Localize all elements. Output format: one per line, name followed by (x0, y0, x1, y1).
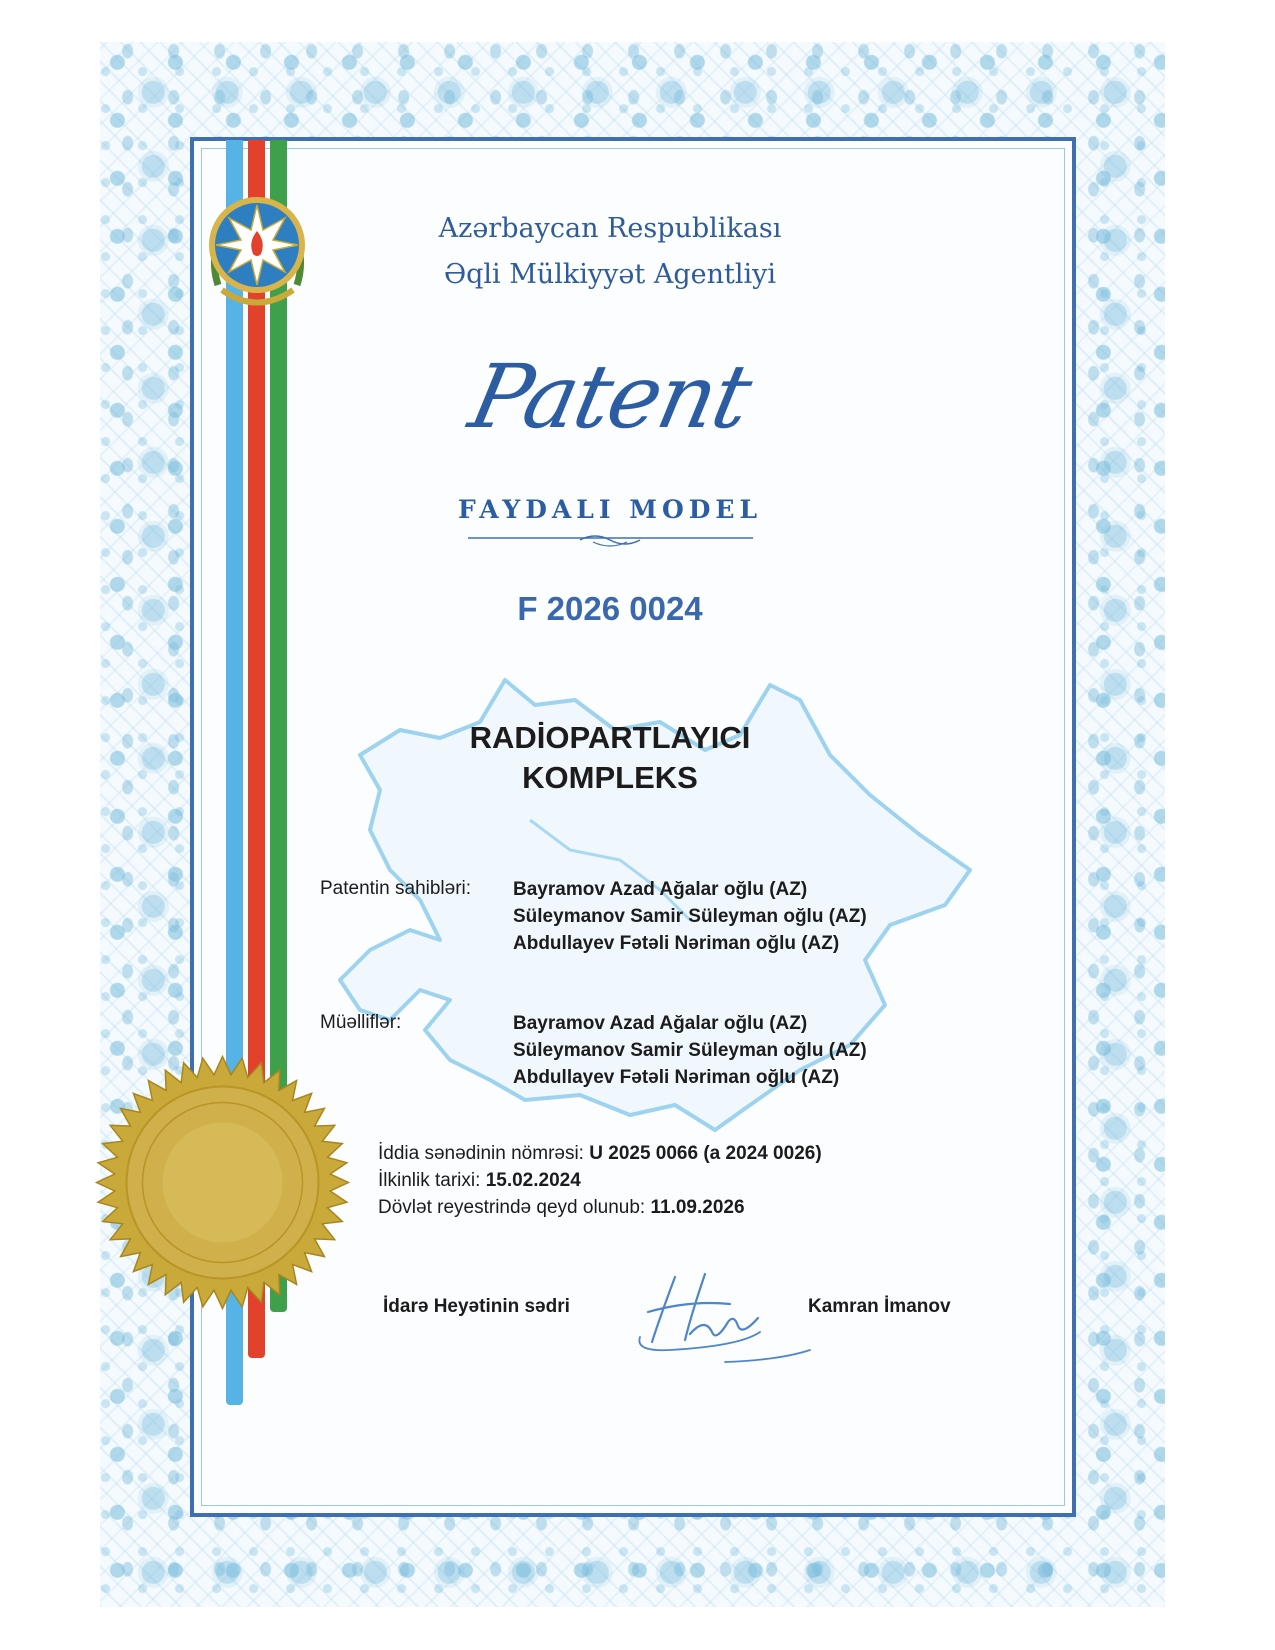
signatory-title: İdarə Heyətinin sədri (383, 1296, 570, 1317)
holders-label: Patentin sahibləri: (320, 878, 472, 899)
author-name: Süleymanov Samir Süleyman oğlu (AZ) (513, 1040, 867, 1061)
author-name: Bayramov Azad Ağalar oğlu (AZ) (513, 1013, 808, 1034)
priority-date-value: 15.02.2024 (485, 1170, 581, 1191)
signatory-name: Kamran İmanov (808, 1296, 951, 1317)
document-type: FAYDALI MODEL (457, 495, 763, 524)
invention-title-line2: KOMPLEKS (522, 760, 698, 795)
author-name: Abdullayev Fətəli Nəriman oğlu (AZ) (513, 1067, 840, 1088)
invention-title (390, 718, 830, 798)
application-number-value: U 2025 0066 (a 2024 0026) (589, 1143, 822, 1164)
document-title: Patent (461, 345, 759, 448)
agency-name: Əqli Mülkiyyət Agentliyi (443, 259, 776, 290)
registration-details (378, 1140, 822, 1221)
gold-seal-icon (95, 1055, 350, 1310)
holders-list (513, 876, 867, 957)
invention-title-line1: RADİOPARTLAYICI (469, 720, 751, 755)
registry-date-row (378, 1194, 822, 1221)
priority-date-row (378, 1167, 822, 1194)
application-number-label: İddia sənədinin nömrəsi: (378, 1143, 584, 1164)
authors-label: Müəlliflər: (320, 1012, 402, 1033)
decorative-divider (468, 530, 753, 550)
handwritten-signature (630, 1262, 820, 1372)
patent-number: F 2026 0024 (517, 590, 703, 627)
registry-date-value: 11.09.2026 (650, 1197, 745, 1218)
authors-list (513, 1010, 867, 1091)
state-emblem-icon (200, 190, 315, 320)
priority-date-label: İlkinlik tarixi: (378, 1170, 481, 1191)
agency-country: Azərbaycan Respublikası (438, 213, 782, 244)
application-number-row (378, 1140, 822, 1167)
holder-name: Süleymanov Samir Süleyman oğlu (AZ) (513, 906, 867, 927)
holder-name: Abdullayev Fətəli Nəriman oğlu (AZ) (513, 933, 840, 954)
registry-date-label: Dövlət reyestrində qeyd olunub: (378, 1197, 646, 1218)
holder-name: Bayramov Azad Ağalar oğlu (AZ) (513, 879, 808, 900)
